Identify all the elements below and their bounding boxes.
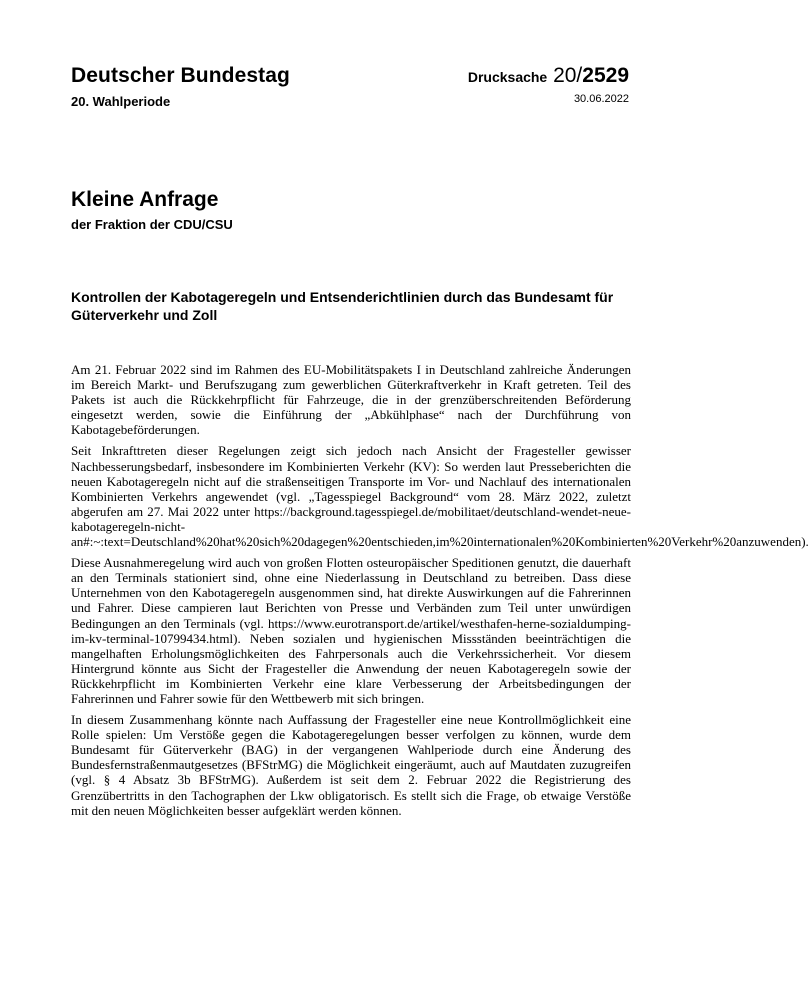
document-body [71,362,809,824]
document-header-left [71,64,290,109]
document-author: der Fraktion der CDU/CSU [71,217,233,232]
body-paragraph: In diesem Zusammenhang könnte nach Auffassung der Fragesteller eine neue Kontrollmöglichkeit eine Rolle spielen: Um Verstöße gegen die Kabotageregelungen besser verfolgen zu können, wurde dem Bundesamt für Güterverkehr (BAG) in der vergangenen Wahlperiode durch eine Änderung des Bundesfernstraßenmautgesetzes (BFStrMG) die Möglichkeit eingeräumt, auch auf Mautdaten zuzugreifen (vgl. § 4 Absatz 3b BFStrMG). Außerdem ist seit dem 2. Februar 2022 die Registrierung des Grenzübertritts in den Tachographen der Lkw obligatorisch. Es stellt sich die Frage, ob etwaige Verstöße mit den neuen Möglichkeiten besser aufgeklärt werden können. [71,712,631,818]
institution-name: Deutscher Bundestag [71,64,290,87]
document-subject: Kontrollen der Kabotageregeln und Entsenderichtlinien durch das Bundesamt für Güterverkehr und Zoll [71,289,614,323]
document-type: Kleine Anfrage [71,188,219,211]
drucksache-number [468,64,629,89]
drucksache-id: 2529 [582,64,629,87]
document-kind [71,188,233,232]
drucksache-prefix: 20/ [553,64,583,87]
legislative-period: 20. Wahlperiode [71,94,171,109]
document-date: 30.06.2022 [573,93,629,105]
drucksache-label: Drucksache [467,69,548,85]
body-paragraph: Diese Ausnahmeregelung wird auch von großen Flotten osteuropäischer Speditionen genutzt, die dauerhaft an den Terminals stationiert sind, ohne eine Niederlassung in Deutschland zu betreiben. Dass diese Unternehmen von den Kabotageregeln ausgenommen sind, hat direkte Auswirkungen auf die Fahrerinnen und Fahrer. Diese campieren laut Berichten von Presse und Verbänden zum Teil unter unwürdigen Bedingungen an den Terminals (vgl. https://www.eurotransport.de/artikel/westhafen-herne-sozialdumping-im-kv-terminal-10799434.html). Neben sozialen und hygienischen Missständen beeinträchtigen die mangelhaften Erholungsmöglichkeiten des Fahrpersonals auch die Verkehrssicherheit. Vor diesem Hintergrund könnte aus Sicht der Fragesteller die Anwendung der neuen Kabotageregeln sowie der Rückkehrpflicht im Kombinierten Verkehr eine klare Verbesserung der Arbeitsbedingungen der Fahrerinnen und Fahrer sowie für den Wettbewerb mit sich bringen. [71,555,631,706]
document-header-right [468,64,629,105]
body-paragraph: Seit Inkrafttreten dieser Regelungen zeigt sich jedoch nach Ansicht der Fragesteller gewisser Nachbesserungsbedarf, insbesondere im Kombinierten Verkehr (KV): So werden laut Presseberichten die neuen Kabotageregeln nicht auf die straßenseitigen Transporte im Vor- und Nachlauf des internationalen Kombinierten Verkehrs angewendet (vgl. „Tagesspiegel Background“ vom 28. März 2022, zuletzt abgerufen am 27. Mai 2022 unter https://background.tagesspiegel.de/mobilitaet/deutschland-wendet-neue-kabotageregeln-nicht-an#:~:text=Deutschland%20hat%20sich%20dagegen%20entschieden,im%20internationalen%20Kombinierten%20Verkehr%20anzuwenden). [71,443,809,550]
body-paragraph: Am 21. Februar 2022 sind im Rahmen des EU-Mobilitätspakets I in Deutschland zahlreiche Änderungen im Bereich Markt- und Berufszugang zum gewerblichen Güterkraftverkehr in Kraft getreten. Teil des Pakets ist auch die Rückkehrpflicht für Fahrzeuge, die in der grenzüberschreitenden Beförderung eingesetzt werden, sowie die Einführung der „Abkühlphase“ nach der Durchführung von Kabotagebeförderungen. [71,362,631,438]
